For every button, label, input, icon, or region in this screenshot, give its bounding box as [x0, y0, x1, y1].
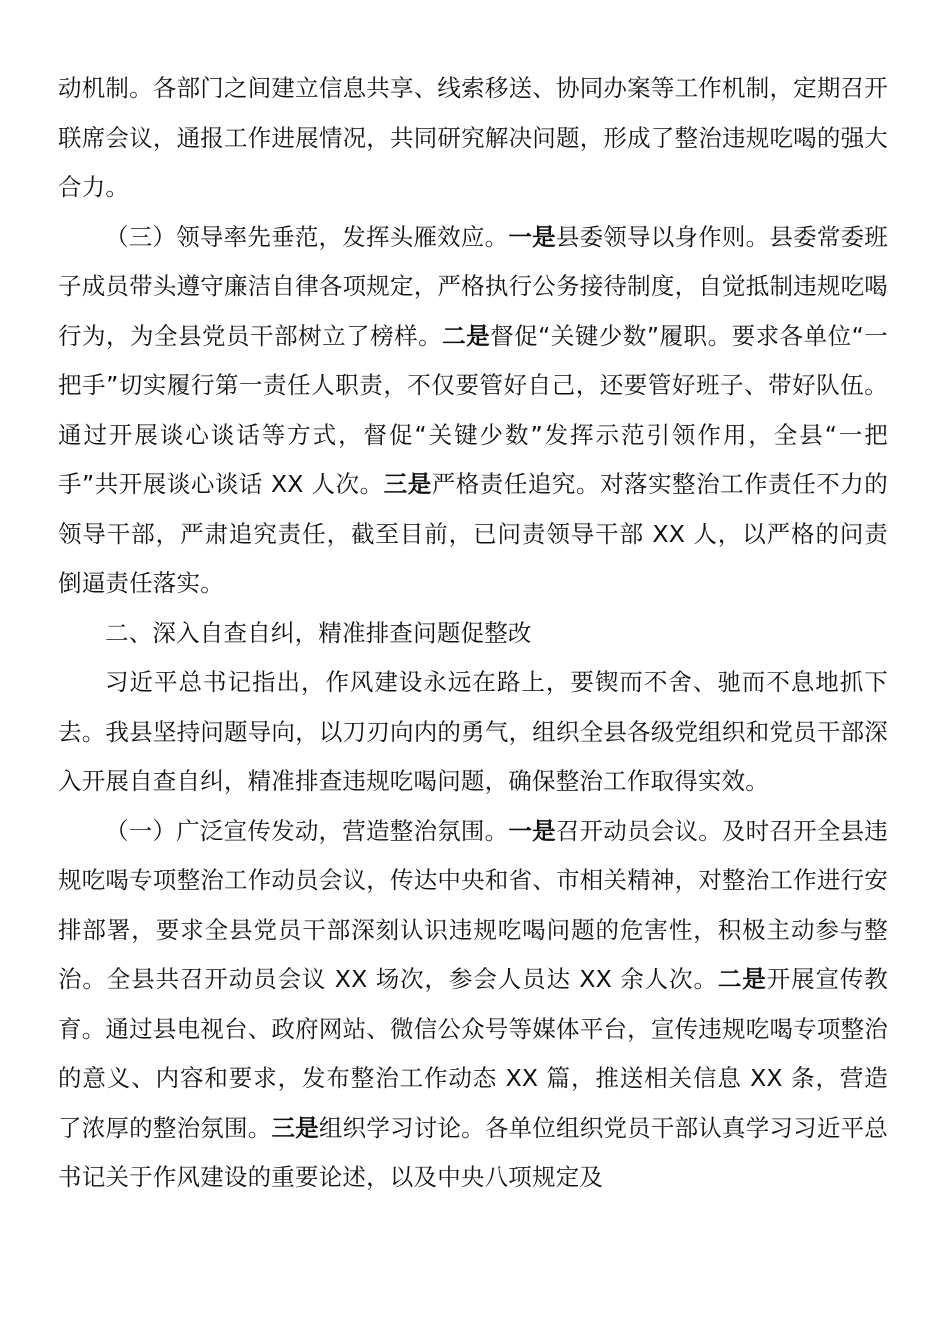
point-text: 组织学习讨论。各单位组织党员干部认真学习习近平总书记关于作风建设的重要论述，以及中央八项规定及 [58, 1113, 888, 1191]
paragraph-intro: 习近平总书记指出，作风建设永远在路上，要锲而不舍、驰而不息地抓下去。我县坚持问题导向，以刀刃向内的勇气，组织全县各级党组织和党员干部深入开展自查自纠，精准排查违规吃喝问题，确保整治工作取得实效。 [58, 668, 888, 795]
keyword-first: 一是 [508, 222, 556, 251]
point-text: 召开动员会议。及时召开全县违规吃喝专项整治工作动员会议，传达中央和省、市相关精神，对整治工作进行安排部署，要求全县党员干部深刻认识违规吃喝问题的危害性，积极主动参与整治。全县共召开动员会议 XX 场次，参会人员达 XX 余人次。 [58, 816, 888, 993]
keyword-third: 三是 [383, 470, 432, 498]
section-lead: （三）领导率先垂范，发挥头雁效应。 [105, 222, 509, 251]
point-text: 县委领导以身作则。县委常委班子成员带头遵守廉洁自律各项规定，严格执行公务接待制度，自觉抵制违规吃喝行为，为全县党员干部树立了榜样。 [58, 222, 888, 350]
paragraph-publicity [58, 807, 888, 1203]
paragraph-continuation: 动机制。各部门之间建立信息共享、线索移送、协同办案等工作机制，定期召开联席会议，通报工作进展情况，共同研究解决问题，形成了整治违规吃喝的强大合力。 [58, 74, 888, 201]
document-body [58, 64, 888, 1203]
point-text: 开展宣传教育。通过县电视台、政府网站、微信公众号等媒体平台，宣传违规吃喝专项整治的意义、内容和要求，发布整治工作动态 XX 篇，推送相关信息 XX 条，营造了浓厚的整治氛围。 [58, 965, 889, 1142]
keyword-second: 二是 [717, 965, 767, 993]
keyword-third: 三是 [271, 1113, 319, 1142]
section-lead: （一）广泛宣传发动，营造整治氛围。 [105, 816, 509, 845]
paragraph-leadership [58, 213, 888, 609]
keyword-first: 一是 [508, 816, 556, 845]
keyword-second: 二是 [442, 321, 491, 350]
section-heading: 二、深入自查自纠，精准排查问题促整改 [105, 618, 532, 647]
point-text: 督促“关键少数”履职。要求各单位“一把手”切实履行第一责任人职责，不仅要管好自己，还要管好班子、带好队伍。通过开展谈心谈话等方式，督促“关键少数”发挥示范引领作用，全县“一把手”共开展谈心谈话 XX 人次。 [58, 321, 888, 498]
point-text: 严格责任追究。对落实整治工作责任不力的领导干部，严肃追究责任，截至目前，已问责领导干部 XX 人，以严格的问责倒逼责任落实。 [58, 470, 888, 597]
